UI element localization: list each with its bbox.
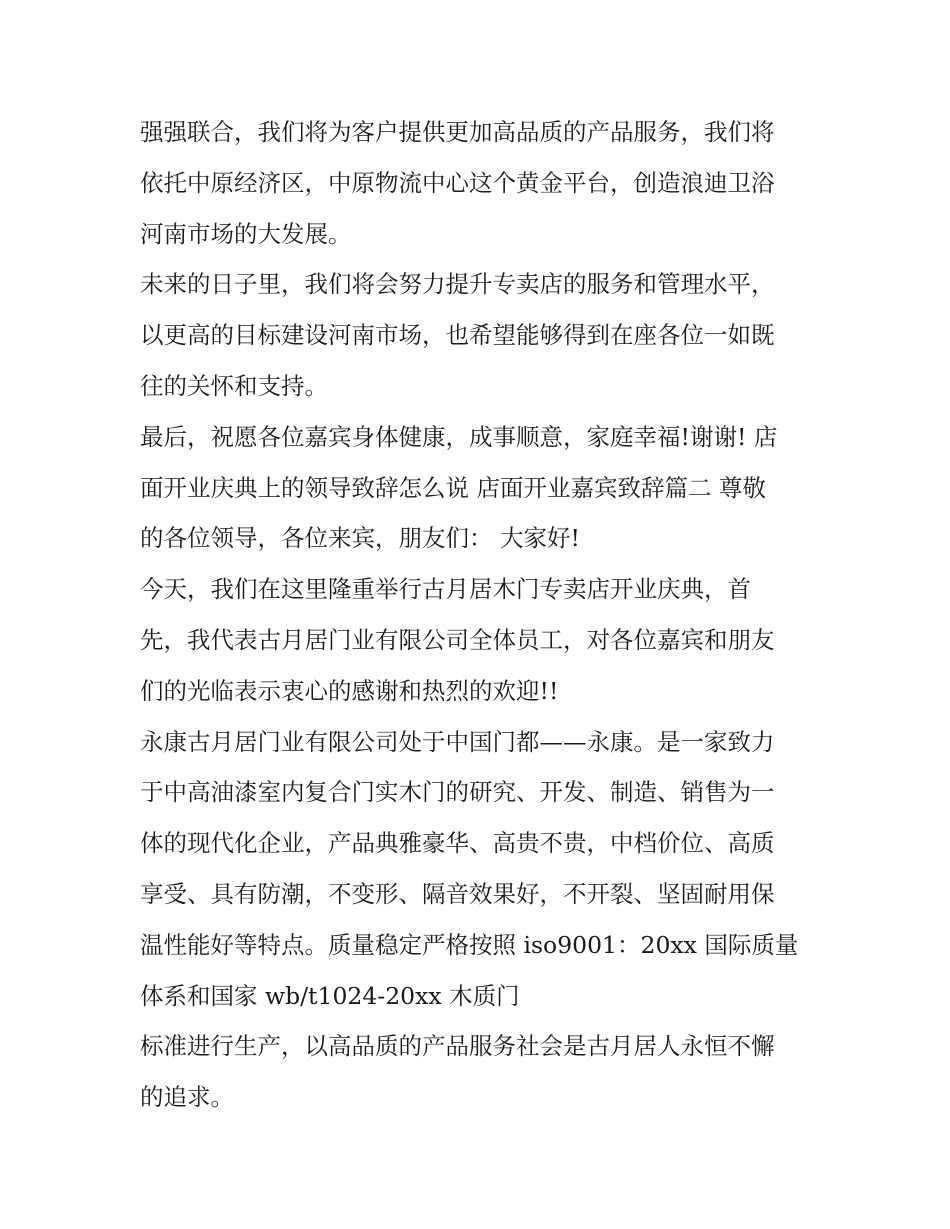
paragraph-3 [140, 412, 812, 564]
text-line: 先，我代表古月居门业有限公司全体员工，对各位嘉宾和朋友 [140, 625, 775, 654]
text-line: 标准进行生产，以高品质的产品服务社会是古月居人永恒不懈 [140, 1032, 775, 1061]
text-line: 强强联合，我们将为客户提供更加高品质的产品服务，我们将 [140, 118, 775, 146]
text-line: 的追求。 [140, 1083, 234, 1112]
paragraph-4 [140, 564, 812, 716]
document-body [140, 107, 812, 1123]
text-line: 河南市场的大发展。 [140, 219, 352, 248]
text-line: 未来的日子里，我们将会努力提升专卖店的服务和管理水平， [140, 270, 775, 299]
paragraph-5 [140, 717, 812, 1022]
text-line: 们的光临表示衷心的感谢和热烈的欢迎!! [140, 676, 559, 705]
paragraph-2 [140, 259, 812, 411]
text-line: 体系和国家 wb/t1024-20xx 木质门 [140, 981, 520, 1010]
text-line: 享受、具有防潮，不变形、隔音效果好，不开裂、坚固耐用保 [140, 879, 775, 908]
text-line: 体的现代化企业，产品典雅豪华、高贵不贵，中档价位、高质 [140, 829, 775, 858]
text-line: 温性能好等特点。质量稳定严格按照 iso9001：20xx 国际质量 [140, 930, 799, 959]
text-line: 永康古月居门业有限公司处于中国门都——永康。是一家致力 [140, 727, 775, 756]
text-line: 于中高油漆室内复合门实木门的研究、开发、制造、销售为一 [140, 778, 775, 807]
text-line: 今天，我们在这里隆重举行古月居木门专卖店开业庆典，首 [140, 575, 751, 604]
text-line: 往的关怀和支持。 [140, 371, 328, 400]
text-line: 的各位领导，各位来宾，朋友们： 大家好! [140, 524, 580, 553]
paragraph-1 [140, 107, 812, 259]
text-line: 以更高的目标建设河南市场，也希望能够得到在座各位一如既 [140, 321, 775, 350]
paragraph-6 [140, 1021, 812, 1123]
text-line: 最后，祝愿各位嘉宾身体健康，成事顺意，家庭幸福!谢谢! 店 [140, 422, 778, 451]
text-line: 面开业庆典上的领导致辞怎么说 店面开业嘉宾致辞篇二 尊敬 [140, 473, 766, 502]
text-line: 依托中原经济区，中原物流中心这个黄金平台，创造浪迪卫浴 [140, 168, 775, 197]
